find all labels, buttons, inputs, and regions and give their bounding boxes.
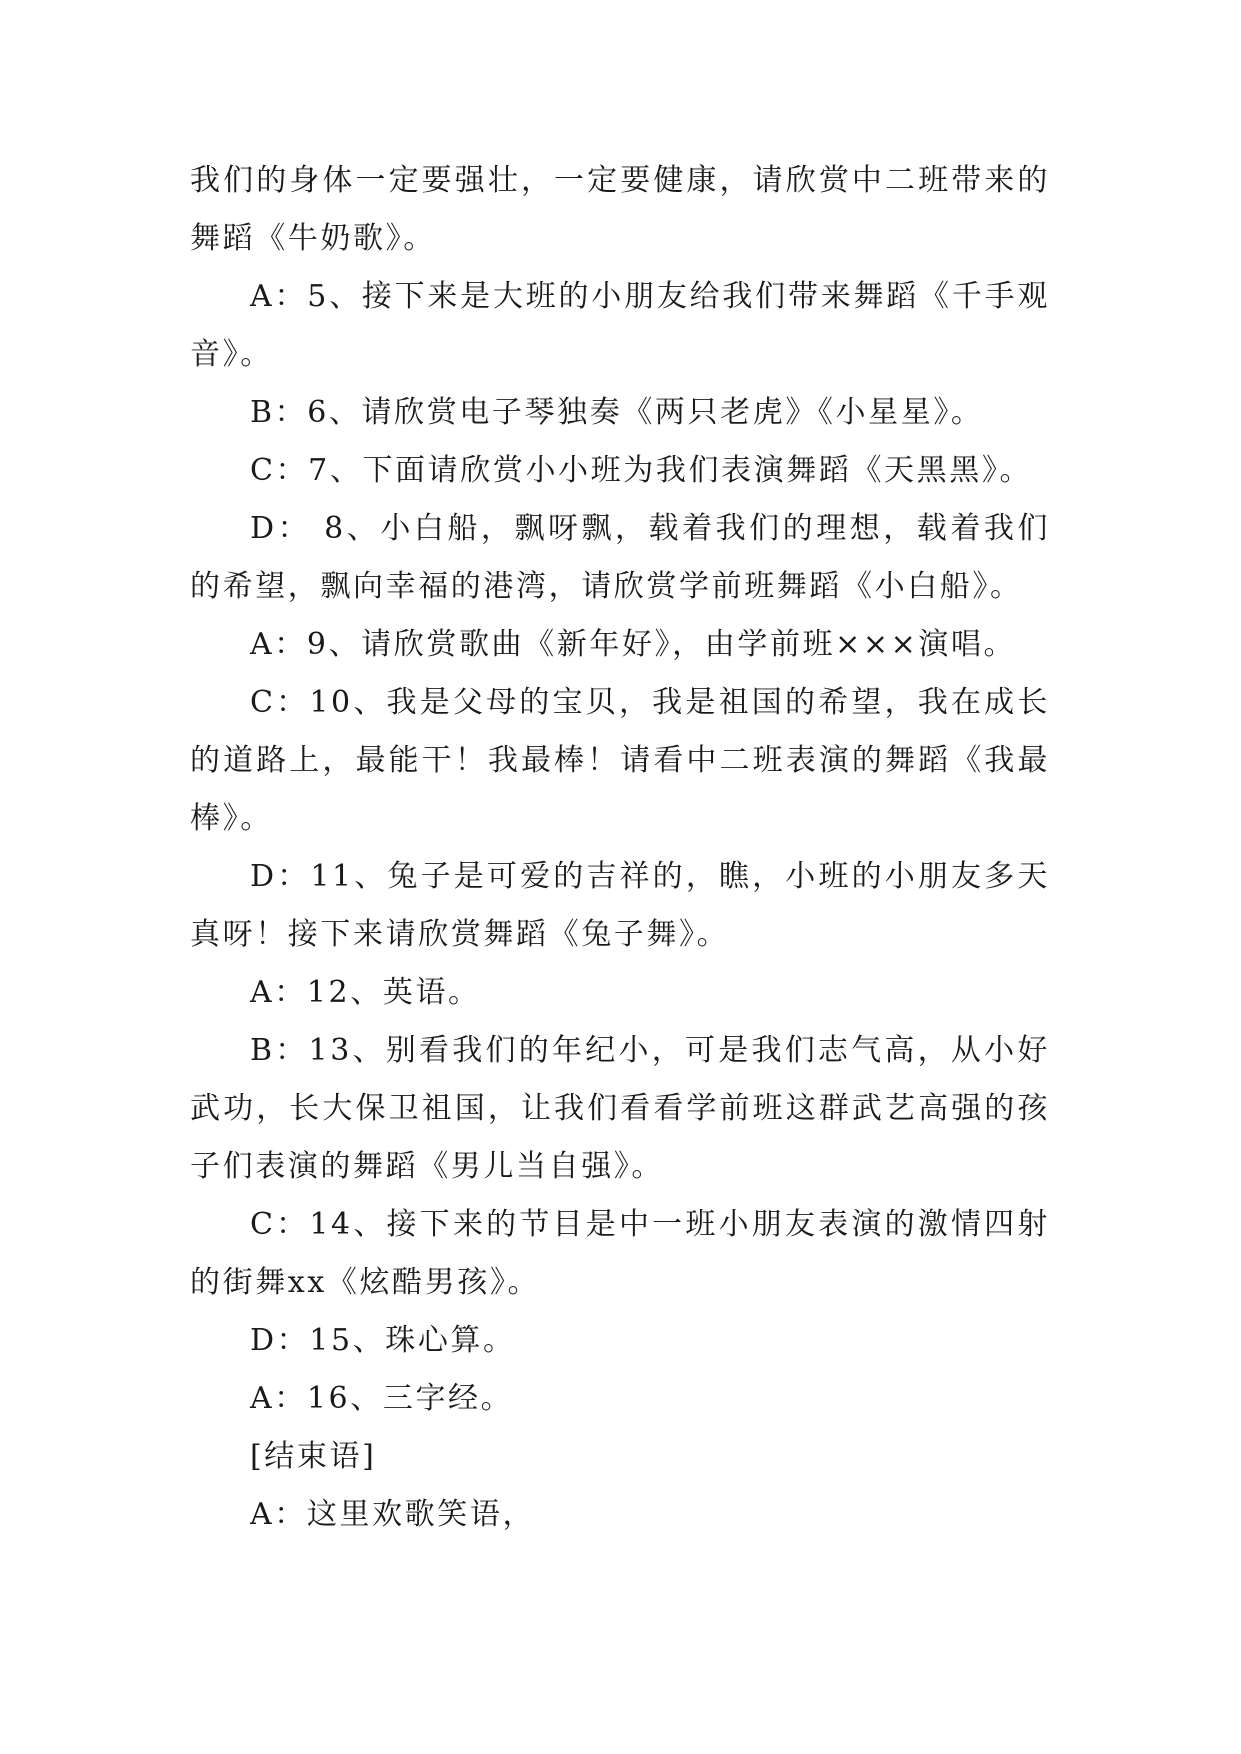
paragraph-intro-continuation: 我们的身体一定要强壮，一定要健康，请欣赏中二班带来的舞蹈《牛奶歌》。 <box>190 163 1050 256</box>
paragraph-item-15: D：15、珠心算。 <box>250 1323 516 1358</box>
paragraph-item-9: A：9、请欣赏歌曲《新年好》，由学前班×××演唱。 <box>250 627 1017 662</box>
paragraph-item-6: B：6、请欣赏电子琴独奏《两只老虎》《小星星》。 <box>250 395 984 430</box>
paragraph-item-8: D： 8、小白船，飘呀飘，载着我们的理想，载着我们的希望，飘向幸福的港湾，请欣赏学前班舞蹈《小白船》。 <box>190 511 1050 604</box>
section-heading-closing: [结束语] <box>250 1439 377 1474</box>
paragraph-closing-line: A：这里欢歌笑语， <box>250 1497 536 1532</box>
paragraph-item-16: A：16、三字经。 <box>250 1381 514 1416</box>
paragraph-item-10: C：10、我是父母的宝贝，我是祖国的希望，我在成长的道路上，最能干！我最棒！请看中二班表演的舞蹈《我最棒》。 <box>190 685 1050 836</box>
paragraph-item-7: C：7、下面请欣赏小小班为我们表演舞蹈《天黑黑》。 <box>250 453 1033 488</box>
paragraph-item-14: C：14、接下来的节目是中一班小朋友表演的激情四射的街舞xx《炫酷男孩》。 <box>190 1207 1050 1300</box>
document-body <box>190 152 1050 1544</box>
paragraph-item-11: D：11、兔子是可爱的吉祥的，瞧，小班的小朋友多天真呀！接下来请欣赏舞蹈《兔子舞》。 <box>190 859 1050 952</box>
paragraph-item-13: B：13、别看我们的年纪小，可是我们志气高，从小好武功，长大保卫祖国，让我们看看学前班这群武艺高强的孩子们表演的舞蹈《男儿当自强》。 <box>190 1033 1050 1184</box>
paragraph-item-12: A：12、英语。 <box>250 975 481 1010</box>
paragraph-item-5: A：5、接下来是大班的小朋友给我们带来舞蹈《千手观音》。 <box>190 279 1050 372</box>
